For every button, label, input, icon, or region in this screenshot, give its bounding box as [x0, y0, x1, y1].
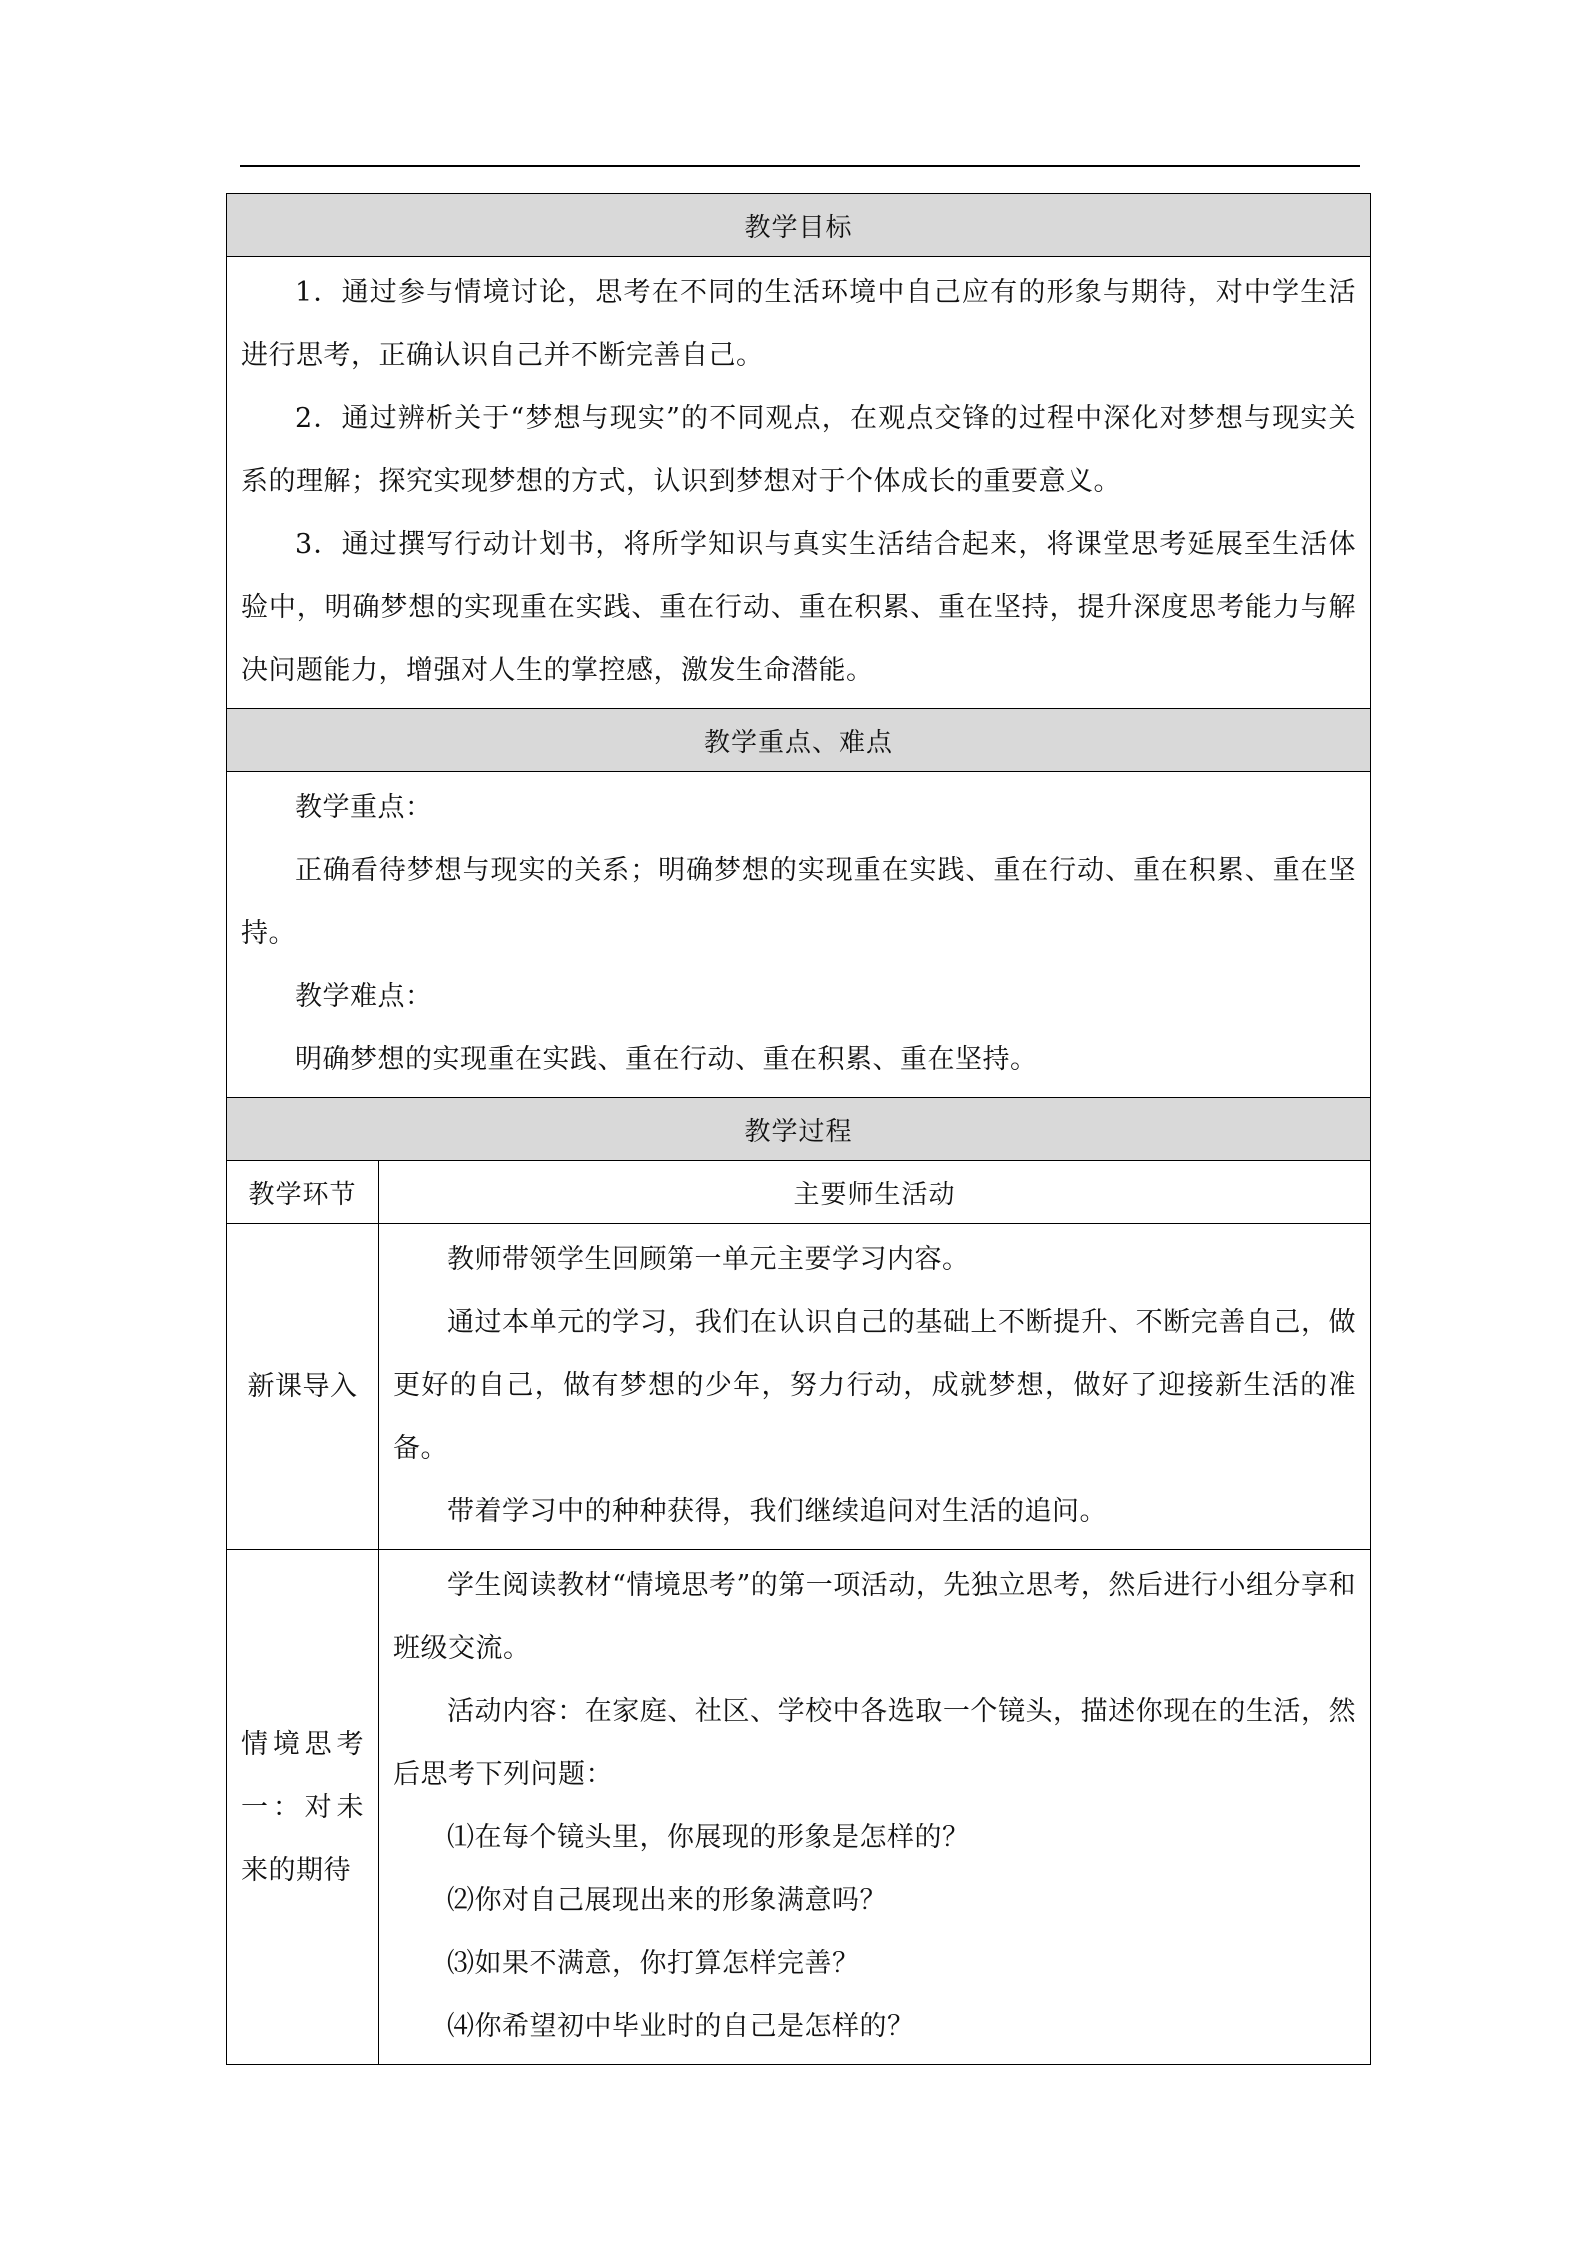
key-points-title: 教学重点、难点 [227, 709, 1371, 772]
goal-item: 1．通过参与情境讨论，思考在不同的生活环境中自己应有的形象与期待，对中学生活进行思考，正确认识自己并不断完善自己。 [241, 277, 1357, 371]
goals-title: 教学目标 [227, 194, 1371, 257]
process-header-row [227, 1098, 1371, 1161]
difficulty-label: 教学难点： [295, 981, 433, 1012]
goals-body [227, 257, 1371, 709]
activity-paragraph: 学生阅读教材“情境思考”的第一项活动，先独立思考，然后进行小组分享和班级交流。 [393, 1570, 1357, 1664]
activity-paragraph: 带着学习中的种种获得，我们继续追问对生活的追问。 [447, 1496, 1107, 1527]
activity-paragraph: 教师带领学生回顾第一单元主要学习内容。 [447, 1244, 970, 1275]
question-item: ⑶如果不满意，你打算怎样完善？ [447, 1948, 860, 1979]
key-header-row [227, 709, 1371, 772]
stage-name: 新课导入 [227, 1224, 379, 1550]
activity-body [379, 1224, 1371, 1550]
header-rule [240, 165, 1360, 167]
process-row [227, 1550, 1371, 2065]
activity-column-header: 主要师生活动 [379, 1161, 1371, 1224]
question-item: ⑴在每个镜头里，你展现的形象是怎样的？ [447, 1822, 970, 1853]
activity-paragraph: 活动内容：在家庭、社区、学校中各选取一个镜头，描述你现在的生活，然后思考下列问题： [393, 1696, 1357, 1790]
stage-name: 情境思考一：对未来的期待 [227, 1550, 379, 2065]
activity-paragraph: 通过本单元的学习，我们在认识自己的基础上不断提升、不断完善自己，做更好的自己，做有梦想的少年，努力行动，成就梦想，做好了迎接新生活的准备。 [393, 1307, 1357, 1464]
key-point-text: 正确看待梦想与现实的关系；明确梦想的实现重在实践、重在行动、重在积累、重在坚持。 [241, 855, 1357, 949]
process-columns-row [227, 1161, 1371, 1224]
process-row [227, 1224, 1371, 1550]
question-item: ⑷你希望初中毕业时的自己是怎样的？ [447, 2011, 915, 2042]
difficulty-text: 明确梦想的实现重在实践、重在行动、重在积累、重在坚持。 [295, 1044, 1038, 1075]
goals-header-row [227, 194, 1371, 257]
lesson-plan-table [226, 193, 1371, 2065]
stage-column-header: 教学环节 [227, 1161, 379, 1224]
goal-item: 3．通过撰写行动计划书，将所学知识与真实生活结合起来，将课堂思考延展至生活体验中，明确梦想的实现重在实践、重在行动、重在积累、重在坚持，提升深度思考能力与解决问题能力，增强对人生的掌控感，激发生命潜能。 [241, 529, 1357, 686]
goals-body-row [227, 257, 1371, 709]
process-title: 教学过程 [227, 1098, 1371, 1161]
key-points-body [227, 772, 1371, 1098]
activity-body [379, 1550, 1371, 2065]
goal-item: 2．通过辨析关于“梦想与现实”的不同观点，在观点交锋的过程中深化对梦想与现实关系的理解；探究实现梦想的方式，认识到梦想对于个体成长的重要意义。 [241, 403, 1357, 497]
key-point-label: 教学重点： [295, 792, 433, 823]
key-body-row [227, 772, 1371, 1098]
question-item: ⑵你对自己展现出来的形象满意吗？ [447, 1885, 887, 1916]
